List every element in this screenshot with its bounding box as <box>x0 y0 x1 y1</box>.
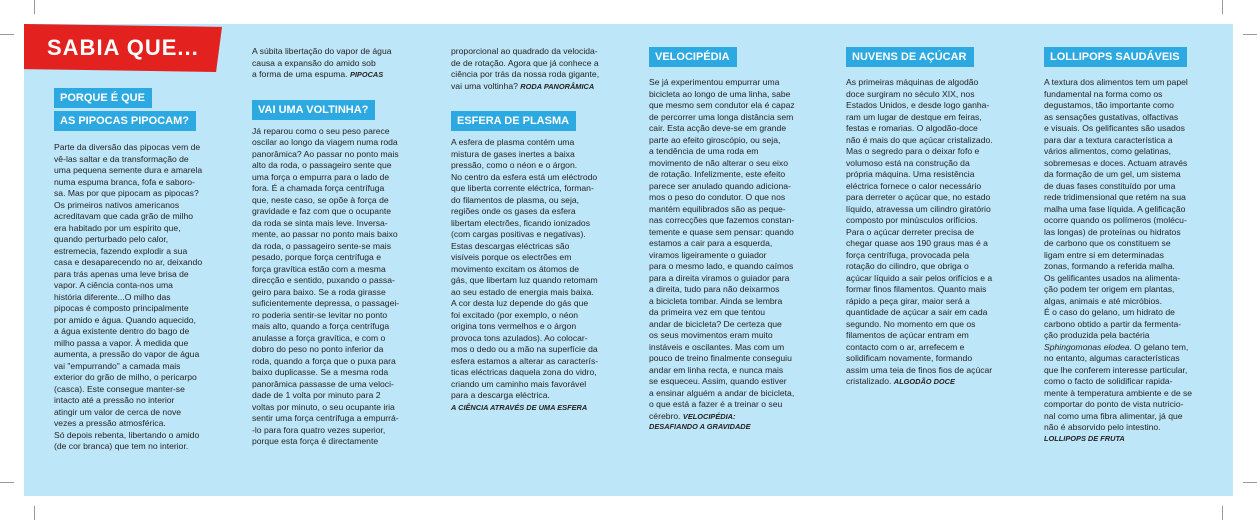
section-title-velocipedia: VELOCIPÉDIA <box>649 47 737 67</box>
signature-lollipops: LOLLIPOPS DE FRUTA <box>1044 433 1125 443</box>
signature-voltinha: RODA PANORÂMICA <box>520 81 595 91</box>
crop-mark <box>34 506 35 520</box>
signature-pipocas: PIPOCAS <box>349 70 384 79</box>
section-lollipops <box>1044 47 1204 443</box>
section-title-acucar: NUVENS DE AÇÚCAR <box>846 47 974 67</box>
crop-mark <box>0 34 14 35</box>
crop-mark <box>0 482 14 483</box>
section-acucar <box>846 47 1006 388</box>
signature-plasma: A CIÊNCIA ATRAVÉS DE UMA ESFERA <box>451 402 588 412</box>
crop-mark <box>1243 482 1257 483</box>
section-title-plasma: ESFERA DE PLASMA <box>451 111 576 131</box>
section-title-lollipops: LOLLIPOPS SAUDÁVEIS <box>1044 47 1187 67</box>
section-plasma <box>451 46 611 412</box>
signature-velocipedia: VELOCIPÉDIA: <box>682 411 736 421</box>
crop-mark <box>1222 506 1223 520</box>
section-body-velocipedia: Se já experimentou empurrar uma bicicleta ao longo de uma linha, sabe que mesmo sem condutor ela é capaz de percorrer uma longa distância sem cair. Esta acção deve-se em grande parte ao efeito giroscópio, ou seja, a tendência de uma roda em movimento de não alterar o seu eixo de rotação. Infelizmente, este efeito parece ser anulado quando adiciona- mos o peso do condutor. O que nos mantém equilibrados são as peque- nas correcções que fazemos constan- temente e quase sem pensar: quando estamos a cair para a esquerda, viramos ligeiramente o guiador para o mesmo lado, e quando caímos para a direita viramos o guiador para a direita, tudo para não deixarmos a bicicleta tombar. Ainda se lembra da primeira vez em que tentou andar de bicicleta? De certeza que os seus movimentos eram muito instáveis e oscilantes. Mas com um pouco de treino finalmente conseguiu andar em linha recta, e nunca mais se esqueceu. Assim, quando estiver a ensinar alguém a andar de bicicleta, o que está a fazer é a treinar o seu cérebro. VELOCIPÉDIA: <box>649 77 795 421</box>
signature-velocipedia-line-2: DESAFIANDO A GRAVIDADE <box>649 422 751 431</box>
section-body-pipocas: Parte da diversão das pipocas vem de vê-las saltar e da transformação de uma pequena semente dura e amarela numa espuma branca, fofa e saboro- sa. Mas por que pipocam as pipocas? Os primeiros nativos americanos acreditavam que cada grão de milho era habitado por um espírito que, quando perturbado pelo calor, estremecia, fazendo explodir a sua casa e desaparecendo no ar, deixando para trás apenas uma leve brisa de vapor. A ciência conta-nos uma história diferente...O milho das pipocas é composto principalmente por amido e água. Quando aquecido, a água existente dentro do bago de milho passa a vapor. À medida que aumenta, a pressão do vapor de água vai "empurrando" a camada mais exterior do grão de milho, o pericarpo (casca). Este consegue manter-se intacto até a pressão no interior atingir um valor de cerca de nove vezes a pressão atmosférica. Só depois rebenta, libertando o amido (de cor branca) que tem no interior. <box>54 142 203 451</box>
signature-acucar: ALGODÃO DOCE <box>893 377 955 386</box>
section-body-acucar: As primeiras máquinas de algodão doce surgiram no século XIX, nos Estados Unidos, e desde logo ganha- ram um lugar de destque em feiras, festas e romarias. O algodão-doce não é mais do que açúcar cristalizado. Mas o segredo para o deixar fofo e volumoso está na construção da própria máquina. Uma resistência eléctrica fornece o calor necessário para derreter o açúcar que, no estado líquido, atravessa um cilindro giratório composto por minúsculos orifícios. Para o açúcar derreter precisa de chegar quase aos 190 graus mas é a força centrífuga, provocada pela rotação do cilindro, que obriga o açúcar líquido a sair pelos orifícios e a formar finos filamentos. Quanto mais rápido a peça girar, maior será a quantidade de açúcar a sair em cada segundo. No momento em que os filamentos de açúcar entram em contacto com o ar, arrefecem e solidificam novamente, formando assim uma teia de finos fios de açúcar cristalizado. ALGODÃO DOCE <box>846 77 993 386</box>
crop-mark <box>1222 0 1223 14</box>
banner-title: SABIA QUE... <box>47 35 199 60</box>
crop-mark <box>1243 34 1257 35</box>
section-velocipedia <box>649 47 809 431</box>
tag-line-1: PORQUE É QUE <box>54 88 152 108</box>
pipocas-continuation: A súbita libertação do vapor de água causa a expansão do amido sob a forma de uma espuma. PIPOCAS <box>252 46 392 79</box>
section-voltinha <box>252 46 412 448</box>
section-body-voltinha: Já reparou como o seu peso parece oscilar ao longo da viagem numa roda panorâmica? Ao passar no ponto mais alto da roda, o passageiro sente que uma força o empurra para o lado de fora. É a chamada força centrífuga que, neste caso, se opõe à força de gravidade e faz com que o ocupante da roda se sinta mais leve. Inversa- mente, ao passar no ponto mais baixo da roda, o passageiro sente-se mais pesado, porque força centrífuga e força gravítica estão com a mesma direcção e sentido, puxando o passa- geiro para baixo. Se a roda girasse suficientemente depressa, o passagei- ro poderia sentir-se levitar no ponto mais alto, quando a força centrífuga anulasse a força gravítica, e com o dobro do peso no ponto inferior da roda, quando a força que o puxa para baixo duplicasse. Se a mesma roda panorâmica passasse de uma veloci- dade de 1 volta por minuto para 2 voltas por minuto, o seu ocupante iria sentir uma força centrífuga a empurrá- -lo para fora quatro vezes superior, porque esta força é directamente <box>252 125 400 446</box>
section-title-voltinha: VAI UMA VOLTINHA? <box>252 100 375 120</box>
species-name: Sphingomonas elodea <box>1044 341 1130 352</box>
voltinha-continuation: proporcional ao quadrado da velocida- de de rotação. Agora que já conhece a ciência por trás da nossa roda gigante, vai uma voltinha? RODA PANORÂMICA <box>451 46 600 91</box>
section-title-pipocas <box>54 88 214 131</box>
section-body-plasma: A esfera de plasma contém uma mistura de gases inertes a baixa pressão, como o néon e o árgon. No centro da esfera está um eléctrodo que liberta corrente eléctrica, forman- do filamentos de plasma, ou seja, regiões onde os gases da esfera libertam electrões, ficando ionizados (com cargas positivas e negativas). Estas descargas eléctricas são visíveis porque os electrões em movimento excitam os átomos de gás, que libertam luz quando retomam ao seu estado de energia mais baixa. A cor desta luz depende do gás que foi excitado (por exemplo, o néon origina tons vermelhos e o árgon provoca tons azulados). Ao colocar- mos o dedo ou a mão na superfície da esfera estamos a alterar as caracterís- ticas eléctricas daquela zona do vidro, criando um caminho mais favorável para a descarga eléctrica. <box>451 137 599 400</box>
section-pipocas <box>54 88 214 453</box>
crop-mark <box>34 0 35 14</box>
section-body-lollipops: A textura dos alimentos tem um papel fundamental na forma como os degustamos, tão importante como as sensações gustativas, olfactivas e visuais. Os gelificantes são usados para dar a textura característica a vários alimentos, como gelatinas, sobremesas e doces. Actuam através da formação de um gel, um sistema de duas fases constituído por uma rede tridimensional que retém na sua malha uma fase líquida. A gelificação ocorre quando os polímeros (molécu- las longas) de proteínas ou hidratos de carbono que os constituem se ligam entre si em determinadas zonas, formando a referida malha. Os gelificantes usados na alimenta- ção podem ter origem em plantas, algas, animais e até micróbios. É o caso do gelano, um hidrato de carbono obtido a partir da fermenta- ção produzida pela bactéria Sphingomonas elodea. O gelano tem, no entanto, algumas características que lhe conferem interesse particular, como o facto de solidificar rapida- mente à temperatura ambiente e de se comportar do ponto de vista nutricio- nal como uma fibra alimentar, já que não é absorvido pelo intestino. <box>1044 77 1193 432</box>
tag-line-2: AS PIPOCAS PIPOCAM? <box>54 111 196 131</box>
